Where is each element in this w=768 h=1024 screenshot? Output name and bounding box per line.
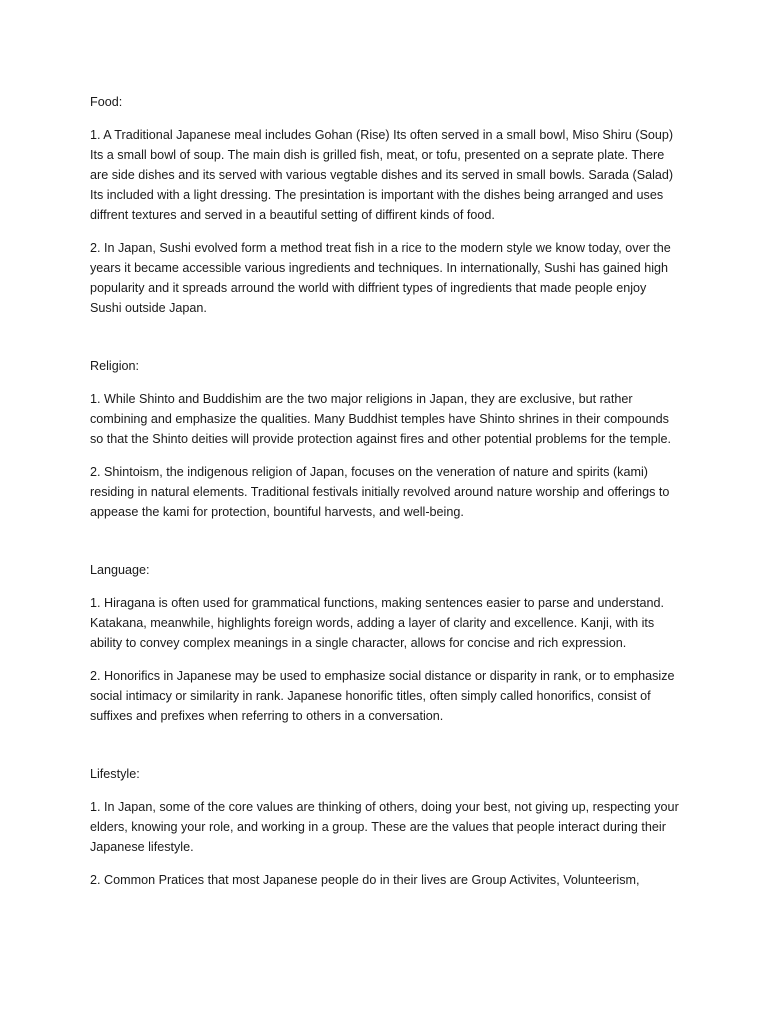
section-heading-food: Food:: [90, 95, 123, 109]
section-heading-language: Language:: [90, 563, 150, 577]
paragraph-lifestyle-1: 1. In Japan, some of the core values are thinking of others, doing your best, not giving up, respecting your elders, knowing your role, and working in a group. These are the values that people interact during their Japanese lifestyle.: [90, 800, 679, 854]
paragraph-religion-1: 1. While Shinto and Buddishim are the two major religions in Japan, they are exclusive, but rather combining and emphasize the qualities. Many Buddhist temples have Shinto shrines in their compounds so that the Shinto deities will provide protection against fires and other potential problems for the temple.: [90, 392, 672, 446]
section-language: [90, 560, 680, 726]
paragraph-language-2: 2. Honorifics in Japanese may be used to emphasize social distance or disparity in rank, or to emphasize social intimacy or similarity in rank. Japanese honorific titles, often simply called honorifics, consist of suffixes and prefixes when referring to others in a conversation.: [90, 669, 675, 723]
section-lifestyle: [90, 764, 680, 890]
document-body: [90, 92, 680, 928]
paragraph-food-1: 1. A Traditional Japanese meal includes Gohan (Rise) Its often served in a small bowl, Miso Shiru (Soup) Its a small bowl of soup. The main dish is grilled fish, meat, or tofu, presented on a seprate plate. There are side dishes and its served with various vegtable dishes and its served in small bowls. Sarada (Salad) Its included with a light dressing. The presintation is important with the dishes being arranged and uses diffrent textures and served in a beautiful setting of diffirent kinds of food.: [90, 128, 674, 222]
paragraph-religion-2: 2. Shintoism, the indigenous religion of Japan, focuses on the veneration of nature and spirits (kami) residing in natural elements. Traditional festivals initially revolved around nature worship and offerings to appease the kami for protection, bountiful harvests, and well-being.: [90, 465, 670, 519]
section-heading-religion: Religion:: [90, 359, 140, 373]
paragraph-language-1: 1. Hiragana is often used for grammatical functions, making sentences easier to parse and understand. Katakana, meanwhile, highlights foreign words, adding a layer of clarity and excellence. Kanji, with its ability to convey complex meanings in a single character, allows for concise and rich expression.: [90, 596, 665, 650]
paragraph-food-2: 2. In Japan, Sushi evolved form a method treat fish in a rice to the modern style we know today, over the years it became accessible various ingredients and techniques. In internationally, Sushi has gained high popularity and it spreads arround the world with diffrient types of ingredients that made people enjoy Sushi outside Japan.: [90, 241, 671, 315]
section-religion: [90, 356, 680, 522]
paragraph-lifestyle-2: 2. Common Pratices that most Japanese people do in their lives are Group Activites, Volunteerism,: [90, 873, 640, 887]
section-heading-lifestyle: Lifestyle:: [90, 767, 140, 781]
section-food: [90, 92, 680, 318]
